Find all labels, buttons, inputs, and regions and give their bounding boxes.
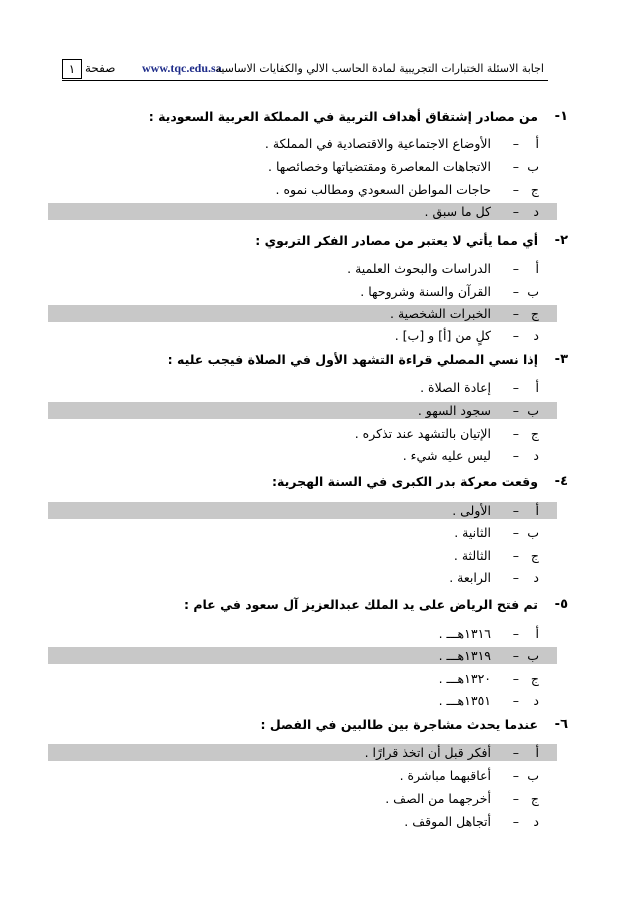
option-letter: ب: [527, 768, 539, 783]
question-number: ٤-: [554, 474, 568, 489]
question-text: وقعت معركة بدر الكبرى في السنة الهجرية:: [272, 474, 538, 489]
option-dash: –: [512, 182, 519, 197]
option-dash: –: [512, 648, 519, 663]
option-letter: ب: [527, 159, 539, 174]
option-letter: ج: [530, 182, 539, 197]
option-letter: أ: [535, 745, 539, 760]
option-4b: [48, 524, 557, 541]
option-letter: أ: [535, 261, 539, 276]
option-dash: –: [512, 448, 519, 463]
option-text: الثانية .: [454, 525, 491, 540]
option-dash: –: [512, 693, 519, 708]
option-text: الأوضاع الاجتماعية والاقتصادية في المملكة .: [264, 136, 491, 151]
site-url: www.tqc.edu.sa: [142, 61, 222, 75]
option-text: كلٍ من [أ] و [ب] .: [394, 328, 491, 343]
question-text: عندما يحدث مشاجرة بين طالبين في الفصل :: [260, 717, 538, 732]
option-text: ١٣١٩هـــ .: [438, 648, 491, 663]
option-letter: ب: [527, 525, 539, 540]
option-dash: –: [512, 671, 519, 686]
option-1c: [48, 181, 557, 198]
option-dash: –: [512, 380, 519, 395]
question-number: ٢-: [554, 233, 568, 248]
option-text: ١٣١٦هـــ .: [438, 626, 491, 641]
option-4a: [48, 502, 557, 519]
option-letter: د: [533, 328, 539, 343]
option-text: أخرجهما من الصف .: [385, 791, 491, 806]
option-2c: [48, 305, 557, 322]
option-dash: –: [512, 403, 519, 418]
option-letter: ج: [530, 671, 539, 686]
option-dash: –: [512, 768, 519, 783]
option-3a: [48, 379, 557, 396]
option-5c: [48, 670, 557, 687]
option-letter: د: [533, 693, 539, 708]
option-dash: –: [512, 204, 519, 219]
option-letter: د: [533, 570, 539, 585]
option-letter: ب: [527, 403, 539, 418]
option-letter: ج: [530, 548, 539, 563]
option-letter: أ: [535, 503, 539, 518]
option-dash: –: [512, 814, 519, 829]
option-text: الرابعة .: [449, 570, 491, 585]
option-6a: [48, 744, 557, 761]
option-text: سجود السهو .: [417, 403, 491, 418]
option-dash: –: [512, 570, 519, 585]
option-2a: [48, 260, 557, 277]
option-1a: [48, 135, 557, 152]
option-1b: [48, 158, 557, 175]
option-text: أفكر قبل أن اتخذ قرارًا .: [364, 745, 491, 760]
question-number: ١-: [554, 109, 568, 124]
option-letter: أ: [535, 136, 539, 151]
option-text: أتجاهل الموقف .: [404, 814, 491, 829]
option-4c: [48, 547, 557, 564]
option-letter: أ: [535, 626, 539, 641]
option-dash: –: [512, 136, 519, 151]
option-text: الثالثة .: [453, 548, 491, 563]
option-text: الأولى .: [452, 503, 491, 518]
option-letter: د: [533, 204, 539, 219]
option-text: أعاقبهما مباشرة .: [399, 768, 491, 783]
option-5b: [48, 647, 557, 664]
option-dash: –: [512, 284, 519, 299]
option-text: ليس عليه شيء .: [402, 448, 491, 463]
option-letter: ج: [530, 306, 539, 321]
question-text: من مصادر إشتقاق أهداف التربية في المملكة العربية السعودية :: [148, 109, 538, 124]
question-number: ٥-: [554, 597, 568, 612]
option-dash: –: [512, 503, 519, 518]
option-5a: [48, 625, 557, 642]
option-text: الدراسات والبحوث العلمية .: [347, 261, 491, 276]
option-2d: [48, 327, 557, 344]
option-dash: –: [512, 626, 519, 641]
option-letter: أ: [535, 380, 539, 395]
option-2b: [48, 283, 557, 300]
option-dash: –: [512, 159, 519, 174]
option-dash: –: [512, 306, 519, 321]
option-dash: –: [512, 525, 519, 540]
question-number: ٦-: [554, 717, 568, 732]
option-text: الاتجاهات المعاصرة ومقتضياتها وخصائصها .: [268, 159, 491, 174]
option-letter: ج: [530, 426, 539, 441]
option-3b: [48, 402, 557, 419]
option-3d: [48, 447, 557, 464]
option-text: القرآن والسنة وشروحها .: [360, 284, 491, 299]
option-3c: [48, 425, 557, 442]
option-6c: [48, 790, 557, 807]
option-dash: –: [512, 261, 519, 276]
option-letter: ج: [530, 791, 539, 806]
option-4d: [48, 569, 557, 586]
option-6b: [48, 767, 557, 784]
page-label: صفحة: [85, 61, 116, 75]
question-number: ٣-: [554, 352, 568, 367]
option-letter: د: [533, 448, 539, 463]
option-1d: [48, 203, 557, 220]
option-dash: –: [512, 328, 519, 343]
option-text: الخبرات الشخصية .: [390, 306, 491, 321]
question-text: تم فتح الرياض على يد الملك عبدالعزيز آل سعود في عام :: [183, 597, 538, 612]
question-text: إذا نسي المصلي قراءة التشهد الأول في الصلاة فيجب عليه :: [167, 352, 538, 367]
option-letter: ب: [527, 284, 539, 299]
option-dash: –: [512, 791, 519, 806]
option-text: ١٣٥١هـــ .: [438, 693, 491, 708]
header-title: اجابة الاسئلة الختبارات التجريبية لمادة الحاسب الالي والكفايات الاساسية: [215, 62, 544, 75]
option-text: حاجات المواطن السعودي ومطالب نموه .: [275, 182, 491, 197]
option-text: كل ما سبق .: [424, 204, 491, 219]
option-text: الإتيان بالتشهد عند تذكره .: [354, 426, 491, 441]
option-dash: –: [512, 745, 519, 760]
page-number: ١: [62, 59, 82, 79]
page-header: [62, 59, 548, 81]
option-letter: د: [533, 814, 539, 829]
option-dash: –: [512, 426, 519, 441]
option-letter: ب: [527, 648, 539, 663]
option-text: ١٣٢٠هـــ .: [438, 671, 491, 686]
option-dash: –: [512, 548, 519, 563]
option-text: إعادة الصلاة .: [420, 380, 491, 395]
question-text: أي مما يأتي لا يعتبر من مصادر الفكر التربوي :: [255, 233, 538, 248]
option-6d: [48, 813, 557, 830]
option-5d: [48, 692, 557, 709]
